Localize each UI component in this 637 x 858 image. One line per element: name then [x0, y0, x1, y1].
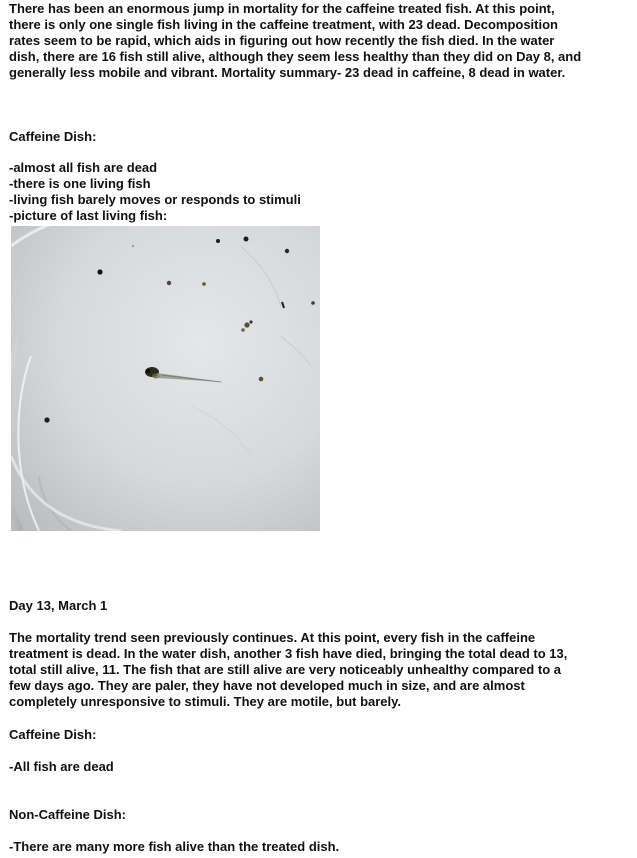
caffeine-dish-list — [9, 160, 301, 224]
day13-line: The mortality trend seen previously continues. At this point, every fish in the caffeine — [9, 630, 536, 645]
caffeine-dish-item-day13: -All fish are dead — [9, 759, 114, 774]
list-item: -there is one living fish — [9, 176, 151, 191]
intro-line: dish, there are 16 fish still alive, although they seem less healthy than they did on Day 8, and — [9, 49, 582, 64]
non-caffeine-dish-item: -There are many more fish alive than the treated dish. — [9, 839, 340, 854]
list-item: -almost all fish are dead — [9, 160, 158, 175]
non-caffeine-dish-heading: Non-Caffeine Dish: — [9, 807, 126, 822]
day13-heading: Day 13, March 1 — [9, 598, 108, 613]
day13-line: few days ago. They are paler, they have not developed much in size, and are almost — [9, 678, 525, 693]
intro-line: rates seem to be rapid, which aids in figuring out how recently the fish died. In the water — [9, 33, 555, 48]
last-living-fish-photo — [11, 226, 320, 531]
day13-line: treatment is dead. In the water dish, another 3 fish have died, bringing the total dead to 13, — [9, 646, 568, 661]
day13-line: total still alive, 11. The fish that are still alive are very noticeably unhealthy compared to a — [9, 662, 561, 677]
list-item: -living fish barely moves or responds to stimuli — [9, 192, 301, 207]
intro-line: generally less mobile and vibrant. Mortality summary- 23 dead in caffeine, 8 dead in water. — [9, 65, 566, 80]
intro-line: There has been an enormous jump in mortality for the caffeine treated fish. At this point, — [9, 1, 555, 16]
list-item: -picture of last living fish: — [9, 208, 168, 223]
intro-paragraph — [9, 1, 609, 81]
caffeine-dish-heading-day13: Caffeine Dish: — [9, 727, 97, 742]
day13-paragraph — [9, 630, 599, 710]
intro-line: there is only one single fish living in the caffeine treatment, with 23 dead. Decomposition — [9, 17, 558, 32]
day13-line: completely unresponsive to stimuli. They are motile, but barely. — [9, 694, 402, 709]
caffeine-dish-heading: Caffeine Dish: — [9, 129, 97, 144]
fish-dish-photo-image — [11, 226, 320, 531]
